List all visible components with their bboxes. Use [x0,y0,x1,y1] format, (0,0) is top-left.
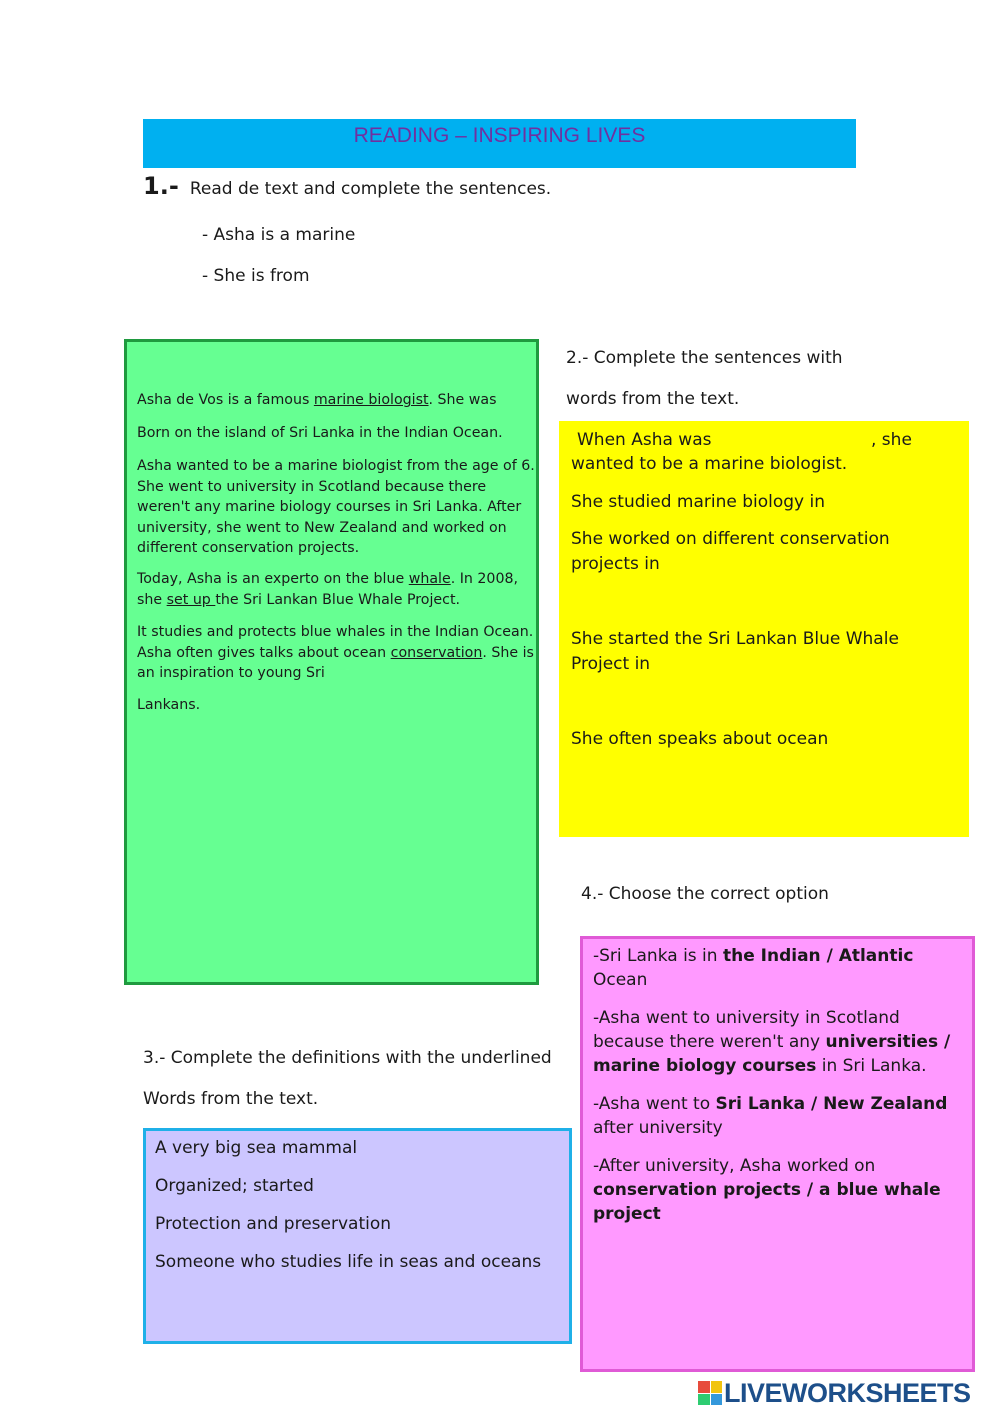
q3-definition-1: A very big sea mammal [155,1138,358,1158]
logo-square-3 [698,1394,710,1406]
q2-sentences-box [559,421,969,837]
q3-heading-line-2: Words from the text. [143,1089,319,1109]
q1-line-2: - She is from [202,266,310,286]
q2-sentence-3b: projects in [571,554,660,574]
logo-square-2 [711,1381,723,1393]
story-paragraph-1: Asha de Vos is a famous marine biologist. She was [137,392,497,408]
q2-sentence-2: She studied marine biology in [571,492,826,512]
q4-option-1: -Sri Lanka is in the Indian / Atlantic Ocean [593,946,914,990]
logo-square-4 [711,1394,723,1406]
q2-sentence-1c: wanted to be a marine biologist. [571,454,848,474]
q1-instruction: Read de text and complete the sentences. [189,179,552,199]
q2-sentence-5: She often speaks about ocean [571,729,829,749]
underlined-whale: whale [408,571,451,587]
q2-sentence-1a: When Asha was [577,430,712,450]
q4-option-3: -Asha went to Sri Lanka / New Zealand after university [593,1094,948,1138]
underlined-marine-biologist: marine biologist [313,392,429,408]
underlined-conservation: conservation [390,644,483,661]
story-paragraph-2: Born on the island of Sri Lanka in the Indian Ocean. [137,425,503,441]
q3-definitions-box [143,1128,572,1344]
logo-text: LIVEWORKSHEETS [724,1377,971,1408]
story-text-box [124,339,539,985]
logo-mark-icon [698,1381,722,1405]
q3-definition-2: Organized; started [155,1176,314,1196]
liveworksheets-logo [698,1376,971,1410]
q2-heading-line-1: 2.- Complete the sentences with [566,348,843,368]
page-title: READING – INSPIRING LIVES [353,124,646,147]
title-bar [143,119,856,168]
q4-heading: 4.- Choose the correct option [581,884,829,904]
q2-sentence-1b: , she [871,430,912,450]
q2-sentence-4b: Project in [571,654,651,674]
q3-definition-3: Protection and preservation [155,1214,392,1234]
q1-line-1: - Asha is a marine [202,225,356,245]
story-paragraph-6: Lankans. [137,697,201,713]
q1-number: 1.- [143,172,179,200]
story-paragraph-3: Asha wanted to be a marine biologist from the age of 6. She went to university in Scotland because there weren't any marine biology courses in Sri Lanka. After university, she went to New Zealand and worked on different conservation projects. [137,458,535,556]
q2-heading-line-2: words from the text. [566,389,740,409]
story-paragraph-4: Today, Asha is an experto on the blue whale. In 2008, she set up the Sri Lankan Blue Whale Project. [137,571,519,608]
q3-heading-line-1: 3.- Complete the definitions with the underlined [143,1048,552,1068]
q4-option-2: -Asha went to university in Scotland because there weren't any universities / marine biology courses in Sri Lanka. [593,1008,951,1076]
underlined-set-up: set up [166,591,216,608]
q4-option-4: -After university, Asha worked on conservation projects / a blue whale project [593,1156,941,1224]
q1-heading [143,172,551,200]
q2-sentence-3a: She worked on different conservation [571,529,890,549]
q2-sentence-4a: She started the Sri Lankan Blue Whale [571,629,899,649]
logo-square-1 [698,1381,710,1393]
q3-definition-4: Someone who studies life in seas and oceans [155,1252,542,1272]
story-paragraph-5: It studies and protects blue whales in the Indian Ocean. Asha often gives talks about ocean conservation. She is an inspiration to young Sri [137,624,534,681]
q4-options-box [580,936,975,1372]
